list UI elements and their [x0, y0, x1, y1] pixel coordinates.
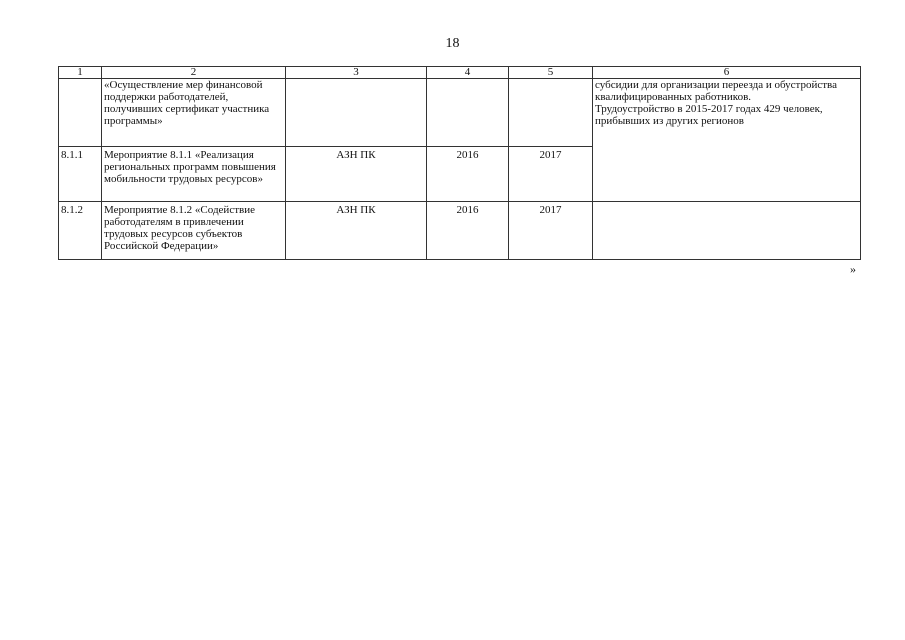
result-text: субсидии для организации переезда и обустройства квалифицированных работников.: [595, 79, 837, 103]
row-result: [593, 202, 861, 260]
col-header-2: 2: [102, 67, 286, 79]
table-row: [59, 202, 861, 260]
row-end-year: 2017: [509, 202, 593, 260]
col-header-1: 1: [59, 67, 102, 79]
table-row: [59, 79, 861, 147]
row-start-year: [427, 79, 509, 147]
row-end-year: 2017: [509, 147, 593, 202]
row-executor: АЗН ПК: [286, 202, 427, 260]
row-start-year: 2016: [427, 147, 509, 202]
row-number: 8.1.2: [59, 202, 102, 260]
row-number: 8.1.1: [59, 147, 102, 202]
result-employment-text: Трудоустройство в 2015-2017 годах 429 человек, прибывших из других регионов: [595, 103, 823, 127]
program-table: [58, 66, 861, 260]
row-executor: АЗН ПК: [286, 147, 427, 202]
row-result: [593, 79, 861, 202]
col-header-6: 6: [593, 67, 861, 79]
closing-quote-mark: »: [850, 262, 856, 276]
col-header-5: 5: [509, 67, 593, 79]
row-number: [59, 79, 102, 147]
row-executor: [286, 79, 427, 147]
page-number: 18: [445, 36, 460, 51]
row-name: Мероприятие 8.1.2 «Содействие работодателям в привлечении трудовых ресурсов субъектов Российской Федерации»: [102, 202, 286, 260]
header-row: [59, 67, 861, 79]
col-header-3: 3: [286, 67, 427, 79]
row-start-year: 2016: [427, 202, 509, 260]
row-name: «Осуществление мер финансовой поддержки работодателей, получивших сертификат участника программы»: [102, 79, 286, 147]
row-name: Мероприятие 8.1.1 «Реализация региональных программ повышения мобильности трудовых ресурсов»: [102, 147, 286, 202]
col-header-4: 4: [427, 67, 509, 79]
row-end-year: [509, 79, 593, 147]
